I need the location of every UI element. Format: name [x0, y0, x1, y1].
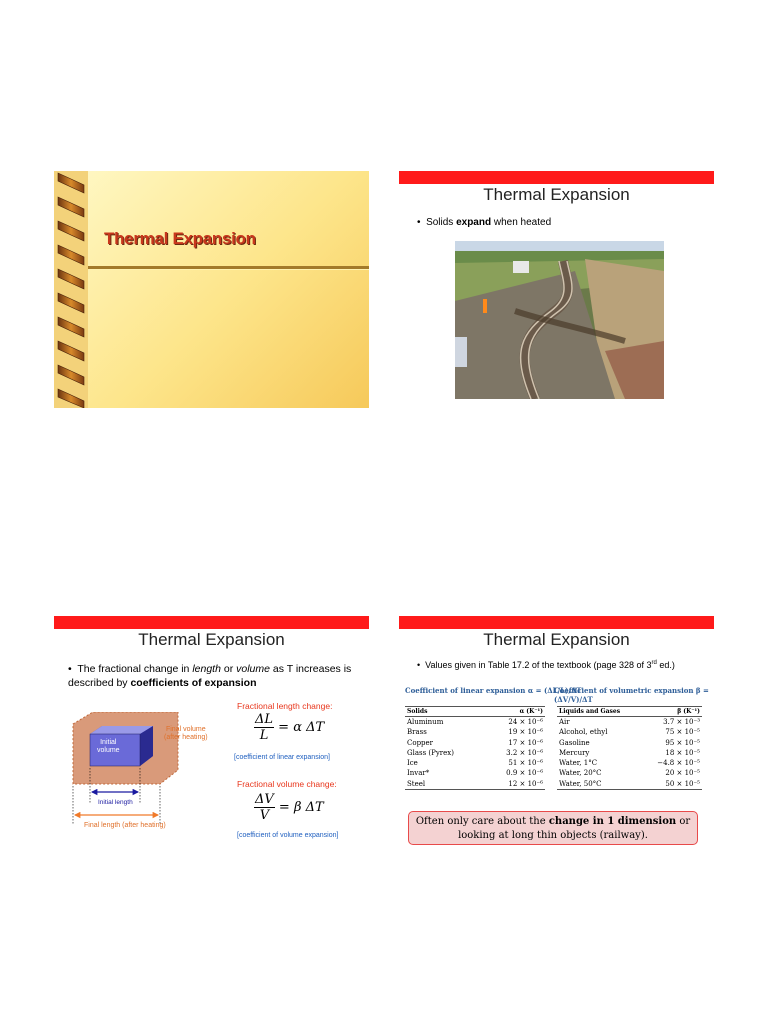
table-row: [405, 779, 545, 790]
red-header-bar: [54, 616, 369, 629]
table-row: [557, 768, 702, 778]
slide-1-title-text: Thermal Expansion: [104, 229, 256, 248]
volumetric-coefficient-table: [557, 706, 702, 790]
material-cell: Alcohol, ethyl: [559, 728, 608, 737]
coefficient-cell: 17 × 10⁻⁶: [508, 738, 543, 747]
slide-3-title: Thermal Expansion: [138, 630, 285, 649]
table-row: [405, 738, 545, 748]
volume-coefficient-note: [coefficient of volume expansion]: [237, 832, 339, 839]
coefficient-cell: 0.9 × 10⁻⁶: [506, 769, 543, 778]
bullet-text-bold: expand: [456, 217, 492, 228]
coefficient-cell: 24 × 10⁻⁶: [508, 718, 543, 726]
coefficient-cell: 50 × 10⁻⁵: [665, 779, 700, 788]
coefficient-cell: 95 × 10⁻⁵: [665, 738, 700, 747]
volume-change-label: Fractional volume change:: [237, 779, 337, 789]
volume-equation: [254, 792, 324, 823]
slide-1-title: [54, 171, 369, 408]
slide-3-bullet: • The fractional change in length or volume as T increases is described by coefficients of expansion: [68, 663, 352, 689]
eq-denominator: L: [259, 728, 269, 743]
coefficient-cell: 51 × 10⁻⁶: [508, 759, 543, 768]
length-coefficient-note: [coefficient of linear expansion]: [234, 754, 330, 761]
bullet-volume: volume: [236, 663, 270, 675]
slide-2-title: Thermal Expansion: [483, 185, 630, 204]
coefficient-cell: 20 × 10⁻⁵: [665, 769, 700, 778]
railway-note-box: [408, 811, 698, 845]
coefficient-cell: 3.2 × 10⁻⁶: [506, 748, 543, 757]
material-cell: Steel: [407, 779, 426, 788]
table-row: [405, 748, 545, 758]
material-cell: Mercury: [559, 748, 590, 757]
table-row: [557, 779, 702, 790]
beta-column: β (K⁻¹): [641, 707, 702, 717]
table-row: [405, 727, 545, 737]
spiral-binding-decoration: [54, 171, 88, 408]
slide-2-bullet: • Solids expand when heated: [417, 217, 552, 228]
red-header-bar: [399, 171, 714, 184]
coefficient-cell: 12 × 10⁻⁶: [508, 779, 543, 788]
linear-coefficient-table: [405, 706, 545, 790]
slide-4: [399, 616, 714, 856]
bullet-text: ed.): [656, 660, 675, 670]
coefficient-cell: 18 × 10⁻⁵: [665, 748, 700, 757]
material-cell: Water, 1°C: [559, 759, 598, 768]
coefficient-cell: 3.7 × 10⁻³: [663, 718, 700, 726]
coefficient-cell: 19 × 10⁻⁶: [508, 728, 543, 737]
slide-2: [399, 171, 714, 408]
material-cell: Invar*: [407, 769, 430, 778]
table-row: [405, 717, 545, 728]
material-cell: Copper: [407, 738, 434, 747]
eq-rhs: = α ΔT: [278, 720, 325, 735]
linear-table-header: Coefficient of linear expansion α = (ΔL/L)/ΔT: [405, 686, 582, 695]
table-row: [405, 758, 545, 768]
eq-numerator: ΔV: [255, 792, 274, 807]
bullet-bold: coefficients of expansion: [130, 677, 257, 689]
eq-denominator: V: [259, 808, 270, 823]
table-row: [557, 758, 702, 768]
material-cell: Glass (Pyrex): [407, 748, 454, 757]
liquids-column: Liquids and Gases: [557, 707, 641, 717]
table-row: [405, 768, 545, 778]
title-underline: [88, 266, 369, 270]
coefficient-cell: −4.8 × 10⁻⁵: [657, 759, 700, 768]
length-equation: [254, 712, 324, 743]
bullet-text: or: [220, 663, 237, 675]
table-row: [557, 738, 702, 748]
red-header-bar: [399, 616, 714, 629]
slide-4-title: Thermal Expansion: [483, 630, 630, 649]
material-cell: Gasoline: [559, 738, 590, 747]
slide-3: [54, 616, 369, 856]
buckled-railway-photo: [455, 241, 664, 399]
bullet-text-post: when heated: [491, 217, 552, 228]
bullet-sup: rd: [651, 660, 657, 666]
eq-rhs: = β ΔT: [278, 800, 324, 815]
note-text: Often only care about the: [415, 816, 549, 827]
solids-column: Solids: [405, 707, 483, 717]
table-row: [557, 717, 702, 728]
length-change-label: Fractional length change:: [237, 701, 333, 711]
material-cell: Brass: [407, 728, 427, 737]
note-bold: change in 1 dimension: [548, 816, 677, 827]
initial-length-label: Initial length: [98, 799, 133, 806]
material-cell: Ice: [407, 759, 418, 768]
volumetric-table-header: Coefficient of volumetric expansion β = (ΔV/V)/ΔT: [554, 686, 709, 704]
bullet-text: The fractional change in: [77, 663, 193, 675]
eq-numerator: ΔL: [255, 712, 274, 727]
alpha-column: α (K⁻¹): [483, 707, 545, 717]
material-cell: Air: [559, 718, 570, 726]
final-length-label: Final length (after heating): [84, 822, 166, 829]
bullet-text: Values given in Table 17.2 of the textbook (page 328 of 3: [425, 660, 652, 670]
material-cell: Aluminum: [407, 718, 444, 726]
initial-volume-label: [97, 739, 120, 755]
coefficient-cell: 75 × 10⁻⁵: [665, 728, 700, 737]
slide-4-bullet: • Values given in Table 17.2 of the textbook (page 328 of 3rd ed.): [417, 660, 675, 670]
bullet-length: length: [192, 663, 221, 675]
label-line: volume: [97, 747, 120, 754]
bullet-text-pre: Solids: [426, 217, 457, 228]
material-cell: Water, 20°C: [559, 769, 602, 778]
label-line: (after heating): [164, 734, 208, 741]
label-line: Initial: [100, 739, 117, 746]
table-row: [557, 748, 702, 758]
table-row: [557, 727, 702, 737]
label-line: Final volume: [165, 726, 206, 733]
bullet-text: as T increases is described by: [68, 663, 352, 689]
material-cell: Water, 50°C: [559, 779, 602, 788]
note-text: or looking at long thin objects (railway).: [458, 816, 691, 841]
final-volume-label: [164, 726, 208, 742]
